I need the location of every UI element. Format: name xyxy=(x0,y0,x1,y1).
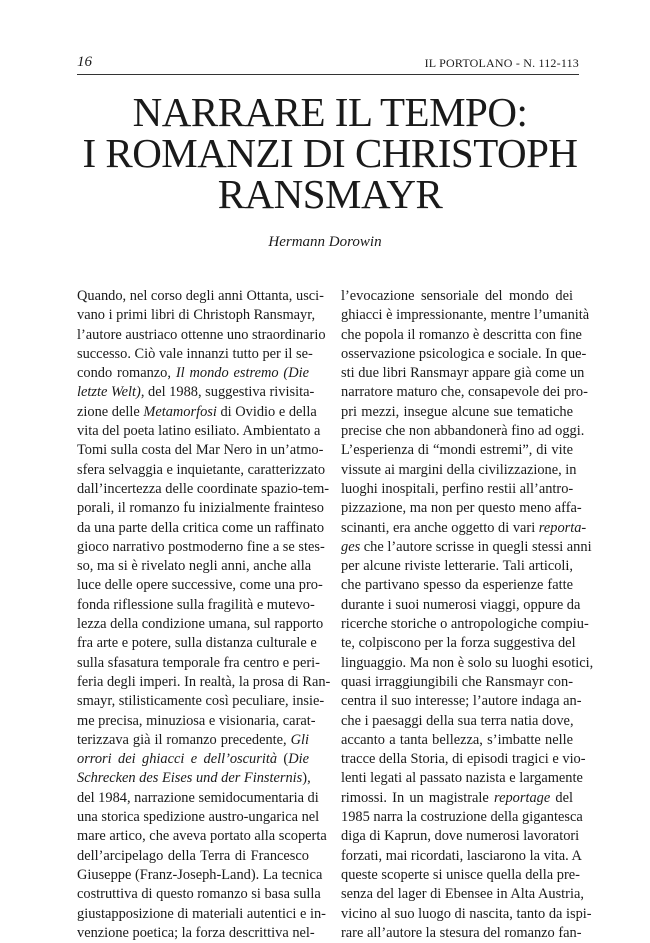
text-line xyxy=(77,769,309,788)
text-run: da una parte della critica come un raffinato xyxy=(77,519,325,536)
title-line: RANSMAYR xyxy=(217,171,443,217)
text-run: ricerche storiche o antropologiche compiu- xyxy=(341,616,589,633)
italic-text: Il mondo estremo (Die xyxy=(175,365,309,382)
text-line xyxy=(341,731,573,750)
text-run: gioco narrativo postmoderno fine a se stes- xyxy=(77,538,325,555)
text-run: porali, il romanzo fu inizialmente frainteso xyxy=(77,500,324,517)
text-run: successo. Ciò vale innanzi tutto per il se- xyxy=(77,345,313,362)
text-line xyxy=(341,808,583,827)
text-line xyxy=(341,519,587,538)
text-run: del xyxy=(550,789,573,806)
author-name: Hermann Dorowin xyxy=(268,234,382,250)
italic-text: letzte Welt) xyxy=(77,384,141,401)
text-run: giustapposizione di materiali autentici e in- xyxy=(77,905,326,922)
text-run: che l’autore scrisse in quegli stessi anni xyxy=(360,538,592,555)
text-run: vita del poeta latino esiliato. Ambientato a xyxy=(77,423,321,440)
text-line xyxy=(341,422,585,441)
text-line xyxy=(77,673,331,692)
text-line xyxy=(77,557,312,576)
text-line xyxy=(77,538,325,557)
italic-text: Metamorfosi xyxy=(143,403,217,420)
text-line xyxy=(77,364,309,383)
text-line xyxy=(341,615,589,634)
text-run: Giuseppe (Franz-Joseph-Land). La tecnica xyxy=(77,866,323,883)
text-line xyxy=(77,808,320,827)
text-run: pri mezzi, insegue alcune sue tematiche xyxy=(341,403,573,420)
text-run: lenti legati al passato nazista e largamente xyxy=(341,770,583,787)
text-run: dell’arcipelago della Terra di Francesco xyxy=(77,847,309,864)
text-line xyxy=(341,306,590,325)
text-line xyxy=(77,519,325,538)
text-run: costruttiva di questo romanzo si basa sulla xyxy=(77,886,321,903)
text-run: ), xyxy=(302,770,311,787)
text-run: precise che non abbandonerà fino ad oggi. xyxy=(341,423,585,440)
text-line xyxy=(77,731,309,750)
text-run: accanto a tanta bellezza, s’imbatte nelle xyxy=(341,731,573,748)
text-line xyxy=(77,615,324,634)
text-line xyxy=(77,866,323,885)
text-run: che popola il romanzo è descritta con fine xyxy=(341,326,582,343)
text-run: l’autore austriaco ottenne uno straordinario xyxy=(77,326,326,343)
text-line xyxy=(77,461,326,480)
text-run: che partivano spesso da esperienze fatte xyxy=(341,577,573,594)
title-line: I ROMANZI DI CHRISTOPH xyxy=(82,130,578,176)
text-run: Tomi sulla costa del Mar Nero in un’atmo- xyxy=(77,442,324,459)
text-line xyxy=(341,827,580,846)
text-run: vissute ai margini della civilizzazione, in xyxy=(341,461,577,478)
text-line xyxy=(77,287,324,306)
text-run: me precisa, minuziosa e visionaria, carat- xyxy=(77,712,316,729)
text-line xyxy=(341,364,585,383)
text-line xyxy=(77,827,327,846)
text-run: l’evocazione sensoriale del mondo dei xyxy=(341,288,573,304)
text-line xyxy=(341,924,582,943)
text-line xyxy=(341,769,583,788)
text-run: terizzava già il romanzo precedente, xyxy=(77,731,291,748)
journal-issue: IL PORTOLANO - N. 112-113 xyxy=(424,56,579,70)
text-run: per alcune riviste letterarie. Tali articoli, xyxy=(341,558,573,575)
text-run: te, colpiscono per la forza suggestiva del xyxy=(341,635,576,652)
text-run: , del 1988, suggestiva rivisita- xyxy=(140,384,315,401)
text-line xyxy=(341,480,573,499)
text-run: sti due libri Ransmayr appare già come un xyxy=(341,365,585,382)
text-run: ghiacci è impressionante, mentre l’umanità xyxy=(341,307,590,324)
text-line xyxy=(341,712,573,731)
text-run: 1985 narra la costruzione della gigantesca xyxy=(341,809,583,826)
text-run: so, ma si è rivelato negli anni, anche alla xyxy=(77,558,312,575)
text-line xyxy=(77,345,313,364)
text-run: una storica spedizione austro-ungarica nel xyxy=(77,809,320,826)
text-line xyxy=(77,480,330,499)
text-run: durante i suoi numerosi viaggi, oppure da xyxy=(341,596,581,613)
text-line xyxy=(77,422,321,441)
text-run: L’esperienza di “mondi estremi”, di vite xyxy=(341,442,573,459)
text-line xyxy=(341,885,584,904)
text-run: scinanti, era anche oggetto di vari xyxy=(341,519,539,536)
text-run: Quando, nel corso degli anni Ottanta, usci- xyxy=(77,288,324,304)
text-run: che i paesaggi della sua terra natia dove, xyxy=(341,712,574,729)
running-head xyxy=(77,54,579,75)
text-line xyxy=(341,673,573,692)
text-line xyxy=(341,499,582,518)
text-run: senza del lager di Ebensee in Alta Austria, xyxy=(341,886,584,903)
text-line xyxy=(77,383,315,402)
text-run: venzione poetica; la forza descrittiva nel- xyxy=(77,924,315,941)
text-run: condo romanzo, xyxy=(77,365,176,382)
text-line xyxy=(341,576,573,595)
text-run: osservazione psicologica e sociale. In que- xyxy=(341,345,587,362)
text-run: sfera selvaggia e inquietante, caratterizzato xyxy=(77,461,326,478)
text-line xyxy=(341,326,582,345)
text-run: luoghi inospitali, perfino restii all’antro- xyxy=(341,480,574,497)
text-line xyxy=(341,692,582,711)
text-run: centra il suo interesse; l’autore indaga an- xyxy=(341,693,582,710)
text-line xyxy=(77,885,321,904)
italic-text: Schrecken des Eises und der Finsternis xyxy=(77,770,303,787)
text-run: tracce della Storia, di episodi tragici e vio- xyxy=(341,751,586,768)
text-line xyxy=(77,712,316,731)
page-number: 16 xyxy=(77,54,92,70)
text-line xyxy=(77,789,319,808)
text-line xyxy=(77,306,316,325)
text-run: fonda riflessione sulla fragilità e mutevo- xyxy=(77,596,315,613)
text-run: lezza della condizione umana, sul rapporto xyxy=(77,616,324,633)
text-run: sulla sfasatura temporale fra centro e peri- xyxy=(77,654,320,671)
text-run: forzati, mai ricordati, lasciarono la vita. A xyxy=(341,847,582,864)
text-run: dall’incertezza delle coordinate spazio-tem- xyxy=(77,480,330,497)
text-line xyxy=(341,345,587,364)
body-column-left xyxy=(77,287,331,943)
text-run: del 1984, narrazione semidocumentaria di xyxy=(77,789,319,806)
text-run: rare all’autore la stesura del romanzo fan- xyxy=(341,924,582,941)
text-run: quasi irraggiungibili che Ransmayr con- xyxy=(341,673,573,690)
text-run: linguaggio. Ma non è solo su luoghi esotici, xyxy=(341,654,594,671)
italic-text: reporta- xyxy=(538,519,587,536)
text-line xyxy=(77,750,309,769)
text-line xyxy=(341,538,592,557)
text-line xyxy=(77,576,323,595)
text-line xyxy=(77,634,317,653)
text-run: smayr, stilisticamente così peculiare, insie- xyxy=(77,693,325,710)
text-run: pizzazione, ma non per questo meno affa- xyxy=(341,500,582,517)
text-run: vicino al suo luogo di nascita, tanto da ispi- xyxy=(341,905,592,922)
text-run: ( xyxy=(277,751,289,768)
text-run: queste scoperte si unisce quella della pre- xyxy=(341,866,580,883)
text-line xyxy=(341,905,592,924)
text-line xyxy=(77,441,324,460)
text-run: narratore maturo che, consapevole dei pro- xyxy=(341,384,588,401)
text-run: vano i primi libri di Christoph Ransmayr, xyxy=(77,307,316,324)
text-run: rimossi. In un magistrale xyxy=(341,789,494,806)
text-line xyxy=(341,634,576,653)
text-line xyxy=(341,866,580,885)
text-line xyxy=(77,692,325,711)
text-run: fra arte e potere, sulla distanza culturale e xyxy=(77,635,317,652)
italic-text: orrori dei ghiacci e dell’oscurità xyxy=(77,751,278,768)
text-line xyxy=(77,924,315,943)
text-line xyxy=(341,461,577,480)
title-line: NARRARE IL TEMPO: xyxy=(132,89,528,135)
italic-text: reportage xyxy=(494,789,551,806)
text-run: feria degli imperi. In realtà, la prosa di Ran- xyxy=(77,673,331,690)
text-run: di Ovidio e della xyxy=(216,403,317,420)
text-line xyxy=(341,403,573,422)
text-line xyxy=(77,654,320,673)
text-line xyxy=(77,403,317,422)
text-line xyxy=(77,326,326,345)
text-run: zione delle xyxy=(77,403,144,420)
text-line xyxy=(341,750,586,769)
italic-text: Gli xyxy=(290,731,309,748)
text-line xyxy=(341,383,588,402)
text-run: mare artico, che aveva portato alla scoperta xyxy=(77,828,327,845)
italic-text: ges xyxy=(341,538,361,555)
body-column-right xyxy=(341,287,594,943)
text-line xyxy=(341,654,594,673)
text-line xyxy=(341,441,573,460)
text-run: luce delle opere successive, come una pro- xyxy=(77,577,323,594)
text-line xyxy=(341,596,581,615)
text-line xyxy=(77,499,324,518)
text-run: diga di Kaprun, dove numerosi lavoratori xyxy=(341,828,580,845)
article-title xyxy=(60,89,600,217)
italic-text: Die xyxy=(288,751,309,768)
text-line xyxy=(77,596,315,615)
text-line xyxy=(341,287,573,306)
text-line xyxy=(77,905,326,924)
text-line xyxy=(341,847,582,866)
text-line xyxy=(341,557,573,576)
text-line xyxy=(341,789,573,808)
text-line xyxy=(77,847,309,866)
